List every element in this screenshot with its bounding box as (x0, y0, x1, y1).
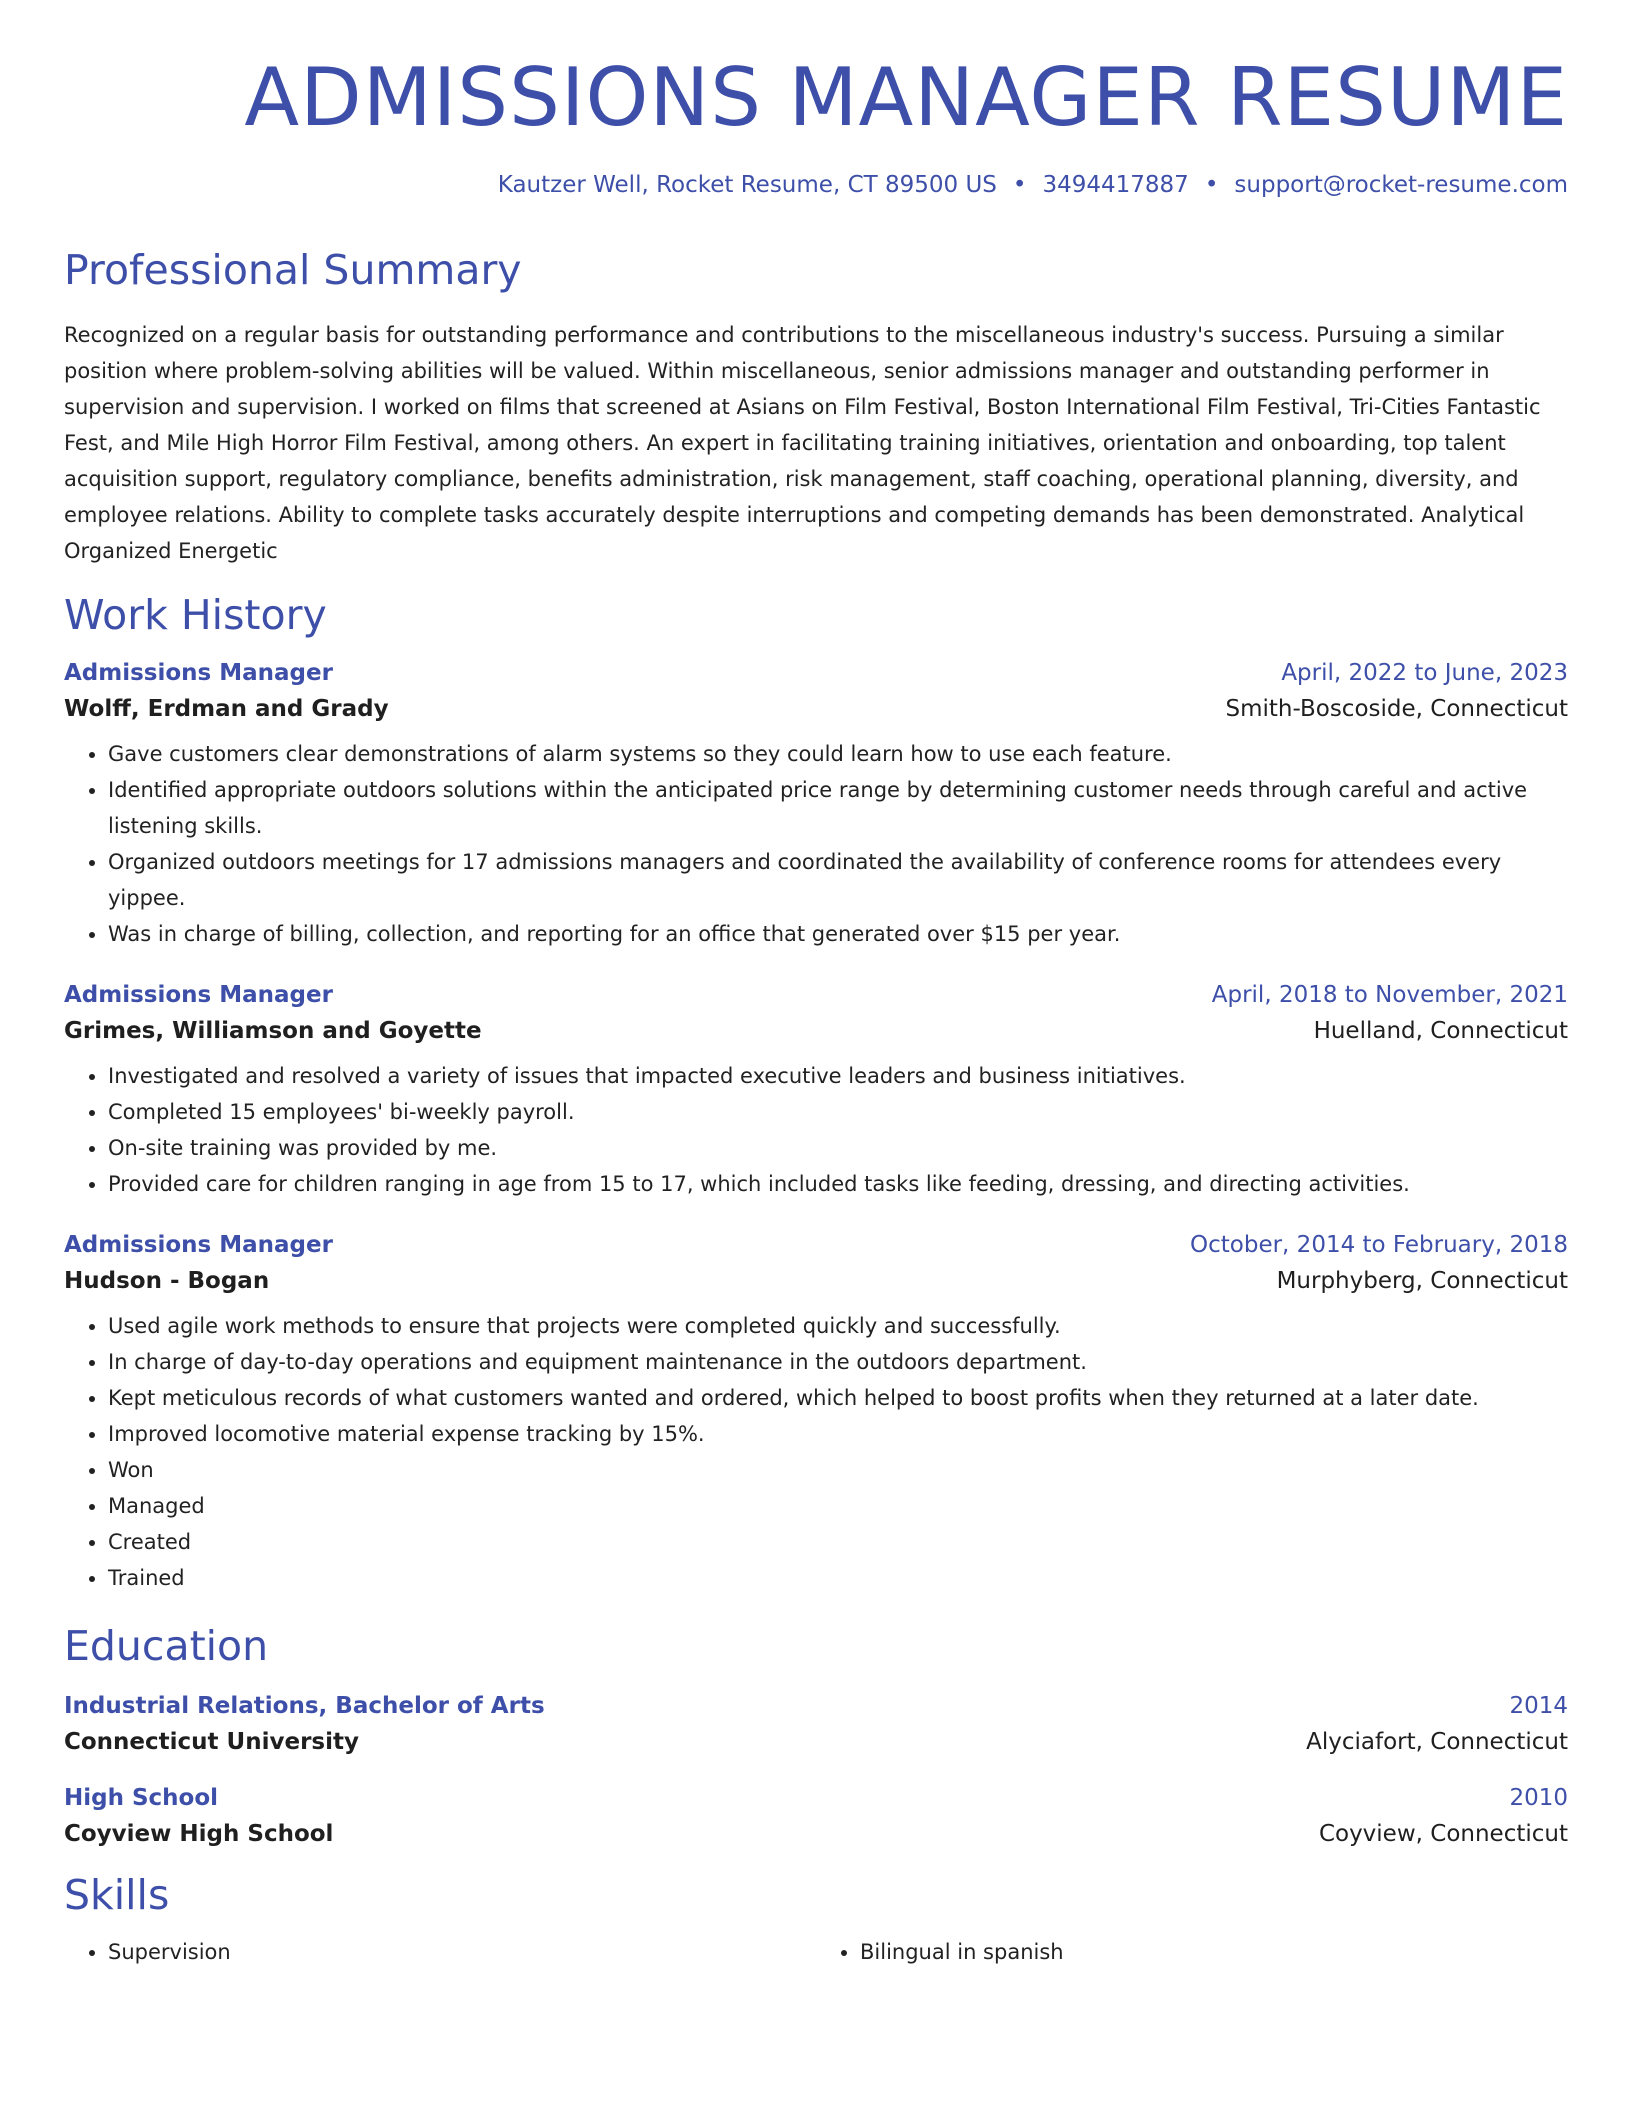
skills-column-left (64, 1934, 816, 1970)
list-item: • Used agile work methods to ensure that projects were completed quickly and successfully. (108, 1308, 1568, 1344)
resume-title: ADMISSIONS MANAGER RESUME (244, 51, 1568, 144)
job-bullets (64, 1058, 1568, 1202)
education-heading: Education (64, 1621, 269, 1670)
list-item: • Was in charge of billing, collection, and reporting for an office that generated over $15 per year. (108, 916, 1568, 952)
education-location: Coyview, Connecticut (1318, 1821, 1568, 1848)
list-item: • Provided care for children ranging in age from 15 to 17, which included tasks like feeding, dressing, and directing activities. (108, 1166, 1568, 1202)
job-entry (64, 1232, 1568, 1596)
list-item: • Created (108, 1524, 1568, 1560)
job-company-row (64, 1268, 1568, 1294)
contact-line (64, 172, 1568, 200)
separator-dot: • (1204, 172, 1219, 198)
list-item: • Organized outdoors meetings for 17 admissions managers and coordinated the availability of conference rooms for attendees every yippee. (108, 844, 1568, 916)
summary-heading: Professional Summary (64, 245, 522, 294)
job-company-row (64, 1018, 1568, 1044)
separator-dot: • (1012, 172, 1027, 198)
job-role: Admissions Manager (64, 1231, 333, 1258)
job-location: Smith-Boscoside, Connecticut (1225, 695, 1568, 722)
education-school: Connecticut University (64, 1729, 359, 1756)
education-header-row (64, 1693, 1568, 1719)
list-item: • Managed (108, 1488, 1568, 1524)
education-degree: High School (64, 1785, 219, 1812)
list-item: • Won (108, 1452, 1568, 1488)
list-item: • Kept meticulous records of what customers wanted and ordered, which helped to boost profits when they returned at a later date. (108, 1380, 1568, 1416)
job-company: Grimes, Williamson and Goyette (64, 1017, 482, 1044)
education-entry (64, 1693, 1568, 1755)
skill-item: • Supervision (108, 1934, 816, 1970)
phone: 3494417887 (1042, 172, 1189, 198)
education-entry (64, 1785, 1568, 1847)
job-bullets (64, 736, 1568, 952)
education-school: Coyview High School (64, 1821, 334, 1848)
job-company: Wolff, Erdman and Grady (64, 695, 389, 722)
job-location: Murphyberg, Connecticut (1276, 1267, 1568, 1294)
work-history-heading: Work History (64, 590, 327, 639)
education-school-row (64, 1729, 1568, 1755)
list-item: • Improved locomotive material expense tracking by 15%. (108, 1416, 1568, 1452)
job-entry (64, 660, 1568, 952)
job-role: Admissions Manager (64, 659, 333, 686)
job-role: Admissions Manager (64, 981, 333, 1008)
education-school-row (64, 1821, 1568, 1847)
skills-column-right (816, 1934, 1568, 1970)
job-header-row (64, 982, 1568, 1008)
list-item: • In charge of day-to-day operations and equipment maintenance in the outdoors department. (108, 1344, 1568, 1380)
list-item: • On-site training was provided by me. (108, 1130, 1568, 1166)
education-year: 2010 (1509, 1785, 1568, 1812)
job-location: Huelland, Connecticut (1313, 1017, 1568, 1044)
job-company: Hudson - Bogan (64, 1267, 270, 1294)
list-item: • Trained (108, 1560, 1568, 1596)
skills-heading: Skills (64, 1871, 170, 1920)
skills-list (64, 1934, 1568, 1970)
job-header-row (64, 1232, 1568, 1258)
job-company-row (64, 696, 1568, 722)
job-bullets (64, 1308, 1568, 1596)
job-dates: April, 2022 to June, 2023 (1281, 659, 1568, 686)
education-year: 2014 (1509, 1693, 1568, 1720)
education-degree: Industrial Relations, Bachelor of Arts (64, 1693, 545, 1720)
education-location: Alyciafort, Connecticut (1306, 1729, 1568, 1756)
skill-item: • Bilingual in spanish (860, 1934, 1568, 1970)
address: Kautzer Well, Rocket Resume, CT 89500 US (497, 172, 997, 198)
job-header-row (64, 660, 1568, 686)
summary-text: Recognized on a regular basis for outstanding performance and contributions to the miscellaneous industry's success. Pursuing a similar position where problem-solving abilities will be valued. Within miscellaneous, senior admissions manager and outstanding performer in supervision and supervision. I worked on films that screened at Asians on Film Festival, Boston International Film Festival, Tri-Cities Fantastic Fest, and Mile High Horror Film Festival, among others. An expert in facilitating training initiatives, orientation and onboarding, top talent acquisition support, regulatory compliance, benefits administration, risk management, staff coaching, operational planning, diversity, and employee relations. Ability to complete tasks accurately despite interruptions and competing demands has been demonstrated. Analytical Organized Energetic (64, 322, 1541, 563)
job-entry (64, 982, 1568, 1202)
list-item: • Completed 15 employees' bi-weekly payroll. (108, 1094, 1568, 1130)
list-item: • Gave customers clear demonstrations of alarm systems so they could learn how to use each feature. (108, 736, 1568, 772)
education-header-row (64, 1785, 1568, 1811)
job-dates: October, 2014 to February, 2018 (1190, 1231, 1568, 1258)
email-link[interactable]: support@rocket-resume.com (1234, 172, 1568, 198)
list-item: • Investigated and resolved a variety of issues that impacted executive leaders and business initiatives. (108, 1058, 1568, 1094)
list-item: • Identified appropriate outdoors solutions within the anticipated price range by determining customer needs through careful and active listening skills. (108, 772, 1568, 844)
job-dates: April, 2018 to November, 2021 (1211, 981, 1568, 1008)
